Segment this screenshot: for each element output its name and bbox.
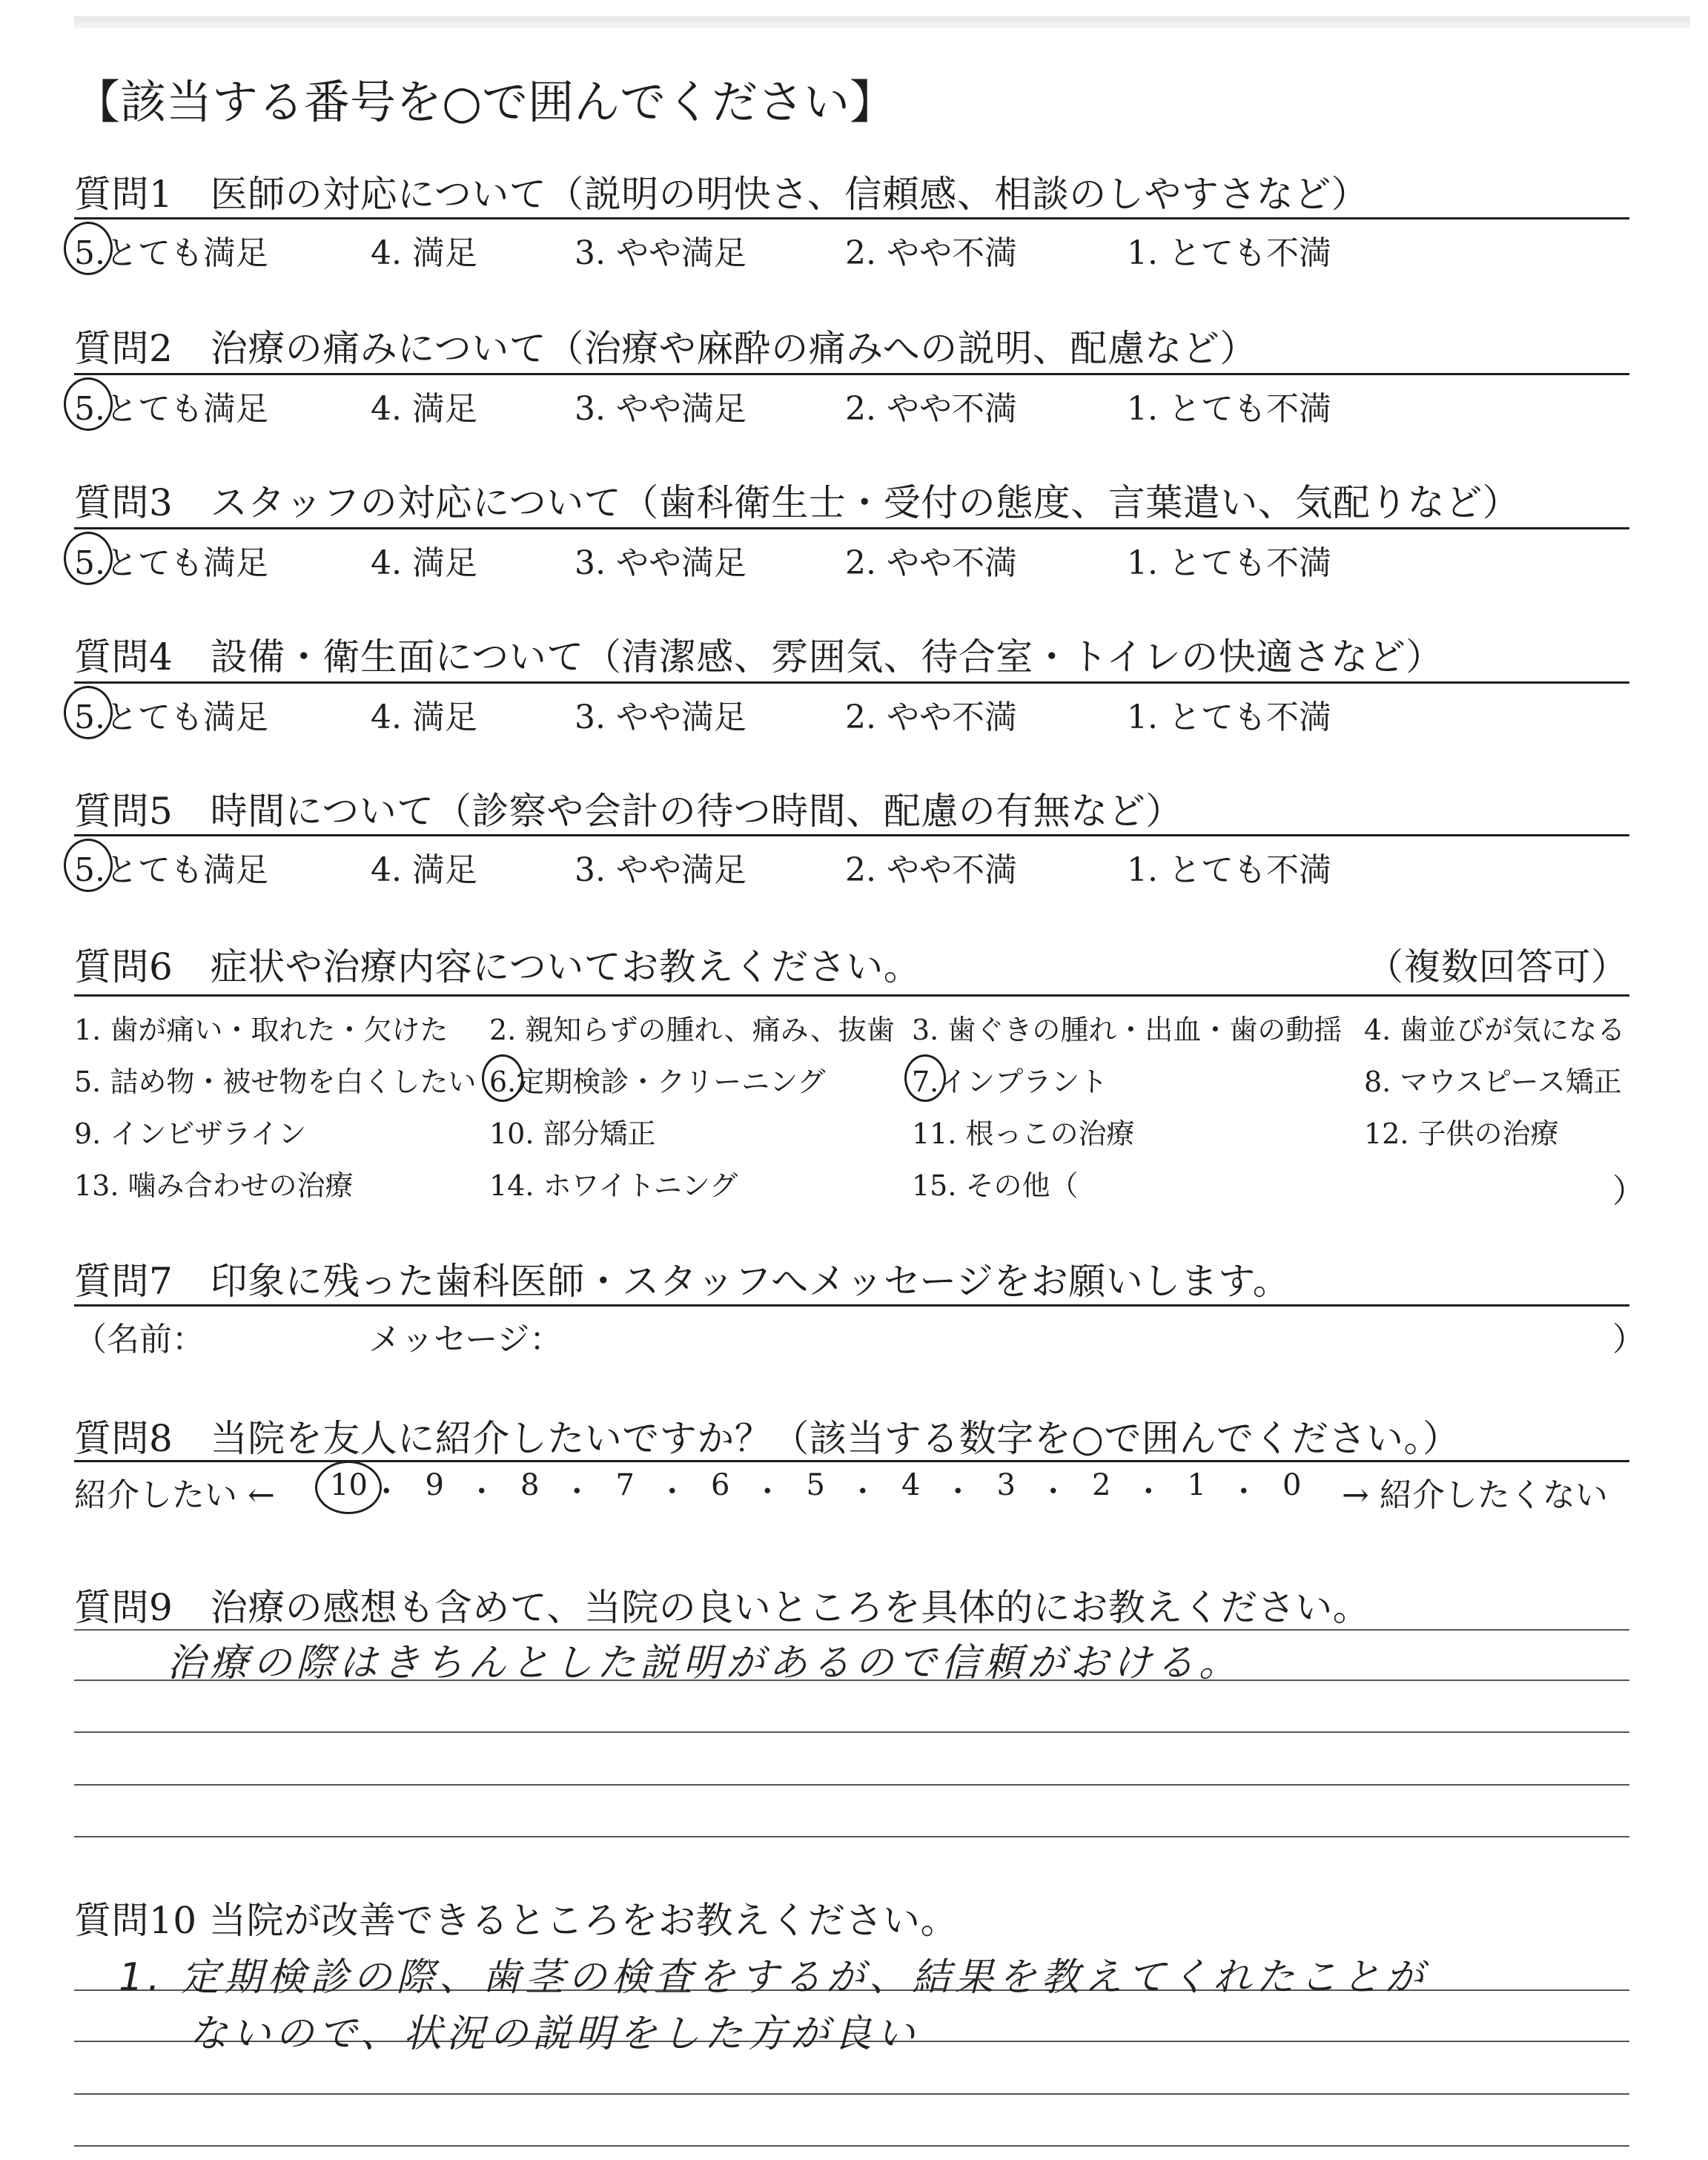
- q8-scale-10[interactable]: 10: [330, 1468, 368, 1502]
- q8-scale-3[interactable]: 3: [996, 1468, 1016, 1502]
- q7-close-paren: ）: [1612, 1321, 1645, 1358]
- q2-rule: [74, 373, 1629, 375]
- q3-option-5[interactable]: 5.とても満足: [74, 544, 268, 582]
- q4-rule: [74, 681, 1629, 684]
- q9-handwritten-answer: 治療の際はきちんとした説明があるので信頼がおける。: [167, 1641, 1242, 1685]
- q6-option-5[interactable]: 5. 詰め物・被せ物を白くしたい: [74, 1066, 477, 1098]
- q1-option-5[interactable]: 5.とても満足: [74, 234, 268, 272]
- q8-scale-5[interactable]: 5: [806, 1468, 825, 1502]
- q8-rule: [74, 1460, 1629, 1462]
- q1-selected-circle: [64, 222, 113, 275]
- q5-option-1[interactable]: 1. とても不満: [1127, 851, 1331, 889]
- q8-separator: ・: [1038, 1475, 1068, 1509]
- q2-option-5[interactable]: 5.とても満足: [74, 390, 268, 428]
- q8-separator: ・: [1228, 1475, 1259, 1509]
- q2-option-1[interactable]: 1. とても不満: [1127, 390, 1331, 428]
- q3-option-2[interactable]: 2. やや不満: [845, 544, 1017, 582]
- q6-heading: 質問6 症状や治療内容についてお教えください。: [74, 945, 921, 988]
- q2-selected-circle: [64, 377, 113, 431]
- q4-option-5[interactable]: 5.とても満足: [74, 698, 268, 736]
- q5-rule: [74, 834, 1629, 836]
- q10-handwritten-line-1: 1. 定期検診の際、歯茎の検査をするが、結果を教えてくれたことが: [119, 1955, 1429, 2000]
- q6-option-9[interactable]: 9. インビザライン: [74, 1117, 307, 1150]
- q9-line-1: [74, 1629, 1629, 1631]
- q7-heading: 質問7 印象に残った歯科医師・スタッフへメッセージをお願いします。: [74, 1260, 1291, 1303]
- q7-rule: [74, 1304, 1629, 1307]
- q5-heading: 質問5 時間について（診察や会計の待つ時間、配慮の有無など）: [74, 790, 1183, 833]
- q9-line-4: [74, 1784, 1629, 1786]
- q6-option-8[interactable]: 8. マウスピース矯正: [1364, 1066, 1622, 1098]
- q6-selected-circle-7: [904, 1054, 946, 1102]
- q6-option-4[interactable]: 4. 歯並びが気になる: [1364, 1014, 1626, 1046]
- q3-option-3[interactable]: 3. やや満足: [575, 544, 747, 582]
- q6-option-3[interactable]: 3. 歯ぐきの腫れ・出血・歯の動揺: [912, 1014, 1343, 1046]
- q8-separator: ・: [657, 1475, 687, 1509]
- q8-separator: ・: [466, 1475, 497, 1509]
- q1-option-1[interactable]: 1. とても不満: [1127, 234, 1331, 272]
- q2-option-2[interactable]: 2. やや不満: [845, 390, 1017, 428]
- q8-scale-9[interactable]: 9: [425, 1468, 444, 1502]
- scan-edge: [74, 16, 1690, 28]
- q4-option-1[interactable]: 1. とても不満: [1127, 698, 1331, 736]
- q8-scale-1[interactable]: 1: [1187, 1468, 1206, 1502]
- q4-option-2[interactable]: 2. やや不満: [845, 698, 1017, 736]
- q3-heading: 質問3 スタッフの対応について（歯科衛生士・受付の態度、言葉遣い、気配りなど）: [74, 481, 1520, 524]
- q3-option-4[interactable]: 4. 満足: [371, 544, 477, 582]
- q8-separator: ・: [752, 1475, 783, 1509]
- q4-option-3[interactable]: 3. やや満足: [575, 698, 747, 736]
- q8-scale-6[interactable]: 6: [711, 1468, 730, 1502]
- q8-separator: ・: [562, 1475, 592, 1509]
- q8-right-label: → 紹介したくない: [1342, 1476, 1608, 1514]
- q6-note: （複数回答可）: [1366, 945, 1629, 988]
- q9-heading: 質問9 治療の感想も含めて、当院の良いところを具体的にお教えください。: [74, 1586, 1371, 1629]
- q1-option-4[interactable]: 4. 満足: [371, 234, 477, 272]
- q6-option-12[interactable]: 12. 子供の治療: [1364, 1117, 1559, 1150]
- q10-handwritten-line-2: ないので、状況の説明をした方が良い: [189, 2012, 919, 2056]
- q8-separator: ・: [1133, 1475, 1164, 1509]
- q8-scale-2[interactable]: 2: [1092, 1468, 1111, 1502]
- q1-heading: 質問1 医師の対応について（説明の明快さ、信頼感、相談のしやすさなど）: [74, 173, 1369, 216]
- q8-left-label: 紹介したい ←: [74, 1476, 275, 1514]
- q10-line-3: [74, 2093, 1629, 2095]
- q3-selected-circle: [64, 532, 113, 585]
- q6-option-11[interactable]: 11. 根っこの治療: [912, 1117, 1135, 1150]
- q2-heading: 質問2 治療の痛みについて（治療や麻酔の痛みへの説明、配慮など）: [74, 327, 1257, 370]
- q9-line-3: [74, 1731, 1629, 1733]
- q8-scale-8[interactable]: 8: [520, 1468, 540, 1502]
- q3-option-1[interactable]: 1. とても不満: [1127, 544, 1331, 582]
- q1-option-2[interactable]: 2. やや不満: [845, 234, 1017, 272]
- q6-option-14[interactable]: 14. ホワイトニング: [489, 1169, 738, 1202]
- q5-selected-circle: [64, 839, 113, 892]
- q5-option-5[interactable]: 5.とても満足: [74, 851, 268, 889]
- q6-close-paren: ）: [1612, 1172, 1645, 1210]
- q7-name-label: （名前：: [74, 1321, 205, 1358]
- q6-option-2[interactable]: 2. 親知らずの腫れ、痛み、抜歯: [489, 1014, 895, 1046]
- q5-option-3[interactable]: 3. やや満足: [575, 851, 747, 889]
- q2-option-4[interactable]: 4. 満足: [371, 390, 477, 428]
- q6-option-13[interactable]: 13. 噛み合わせの治療: [74, 1169, 354, 1202]
- q8-scale-7[interactable]: 7: [615, 1468, 635, 1502]
- q6-option-7[interactable]: 7.インプラント: [912, 1066, 1108, 1098]
- q9-line-5: [74, 1836, 1629, 1837]
- q4-selected-circle: [64, 686, 113, 739]
- q8-separator: ・: [371, 1475, 402, 1509]
- q1-option-3[interactable]: 3. やや満足: [575, 234, 747, 272]
- q5-option-2[interactable]: 2. やや不満: [845, 851, 1017, 889]
- q8-separator: ・: [847, 1475, 878, 1509]
- q6-option-6[interactable]: 6.定期検診・クリーニング: [489, 1066, 826, 1098]
- q10-heading: 質問10 当院が改善できるところをお教えください。: [74, 1899, 959, 1942]
- q3-rule: [74, 527, 1629, 529]
- q6-rule: [74, 994, 1629, 997]
- page-title: 【該当する番号を○で囲んでください】: [74, 75, 896, 129]
- q6-option-15[interactable]: 15. その他（: [912, 1169, 1079, 1202]
- q5-option-4[interactable]: 4. 満足: [371, 851, 477, 889]
- q7-message-label: メッセージ：: [368, 1321, 563, 1358]
- q8-heading: 質問8 当院を友人に紹介したいですか？（該当する数字を○で囲んでください。）: [74, 1417, 1460, 1460]
- q6-option-10[interactable]: 10. 部分矯正: [489, 1117, 656, 1150]
- q8-scale-4[interactable]: 4: [901, 1468, 921, 1502]
- q2-option-3[interactable]: 3. やや満足: [575, 390, 747, 428]
- q8-separator: ・: [943, 1475, 973, 1509]
- q4-option-4[interactable]: 4. 満足: [371, 698, 477, 736]
- q6-option-1[interactable]: 1. 歯が痛い・取れた・欠けた: [74, 1014, 448, 1046]
- q10-line-4: [74, 2145, 1629, 2147]
- q6-selected-circle-6: [482, 1054, 523, 1102]
- q1-rule: [74, 217, 1629, 219]
- q8-scale-0[interactable]: 0: [1282, 1468, 1302, 1502]
- q4-heading: 質問4 設備・衛生面について（清潔感、雰囲気、待合室・トイレの快適さなど）: [74, 635, 1443, 678]
